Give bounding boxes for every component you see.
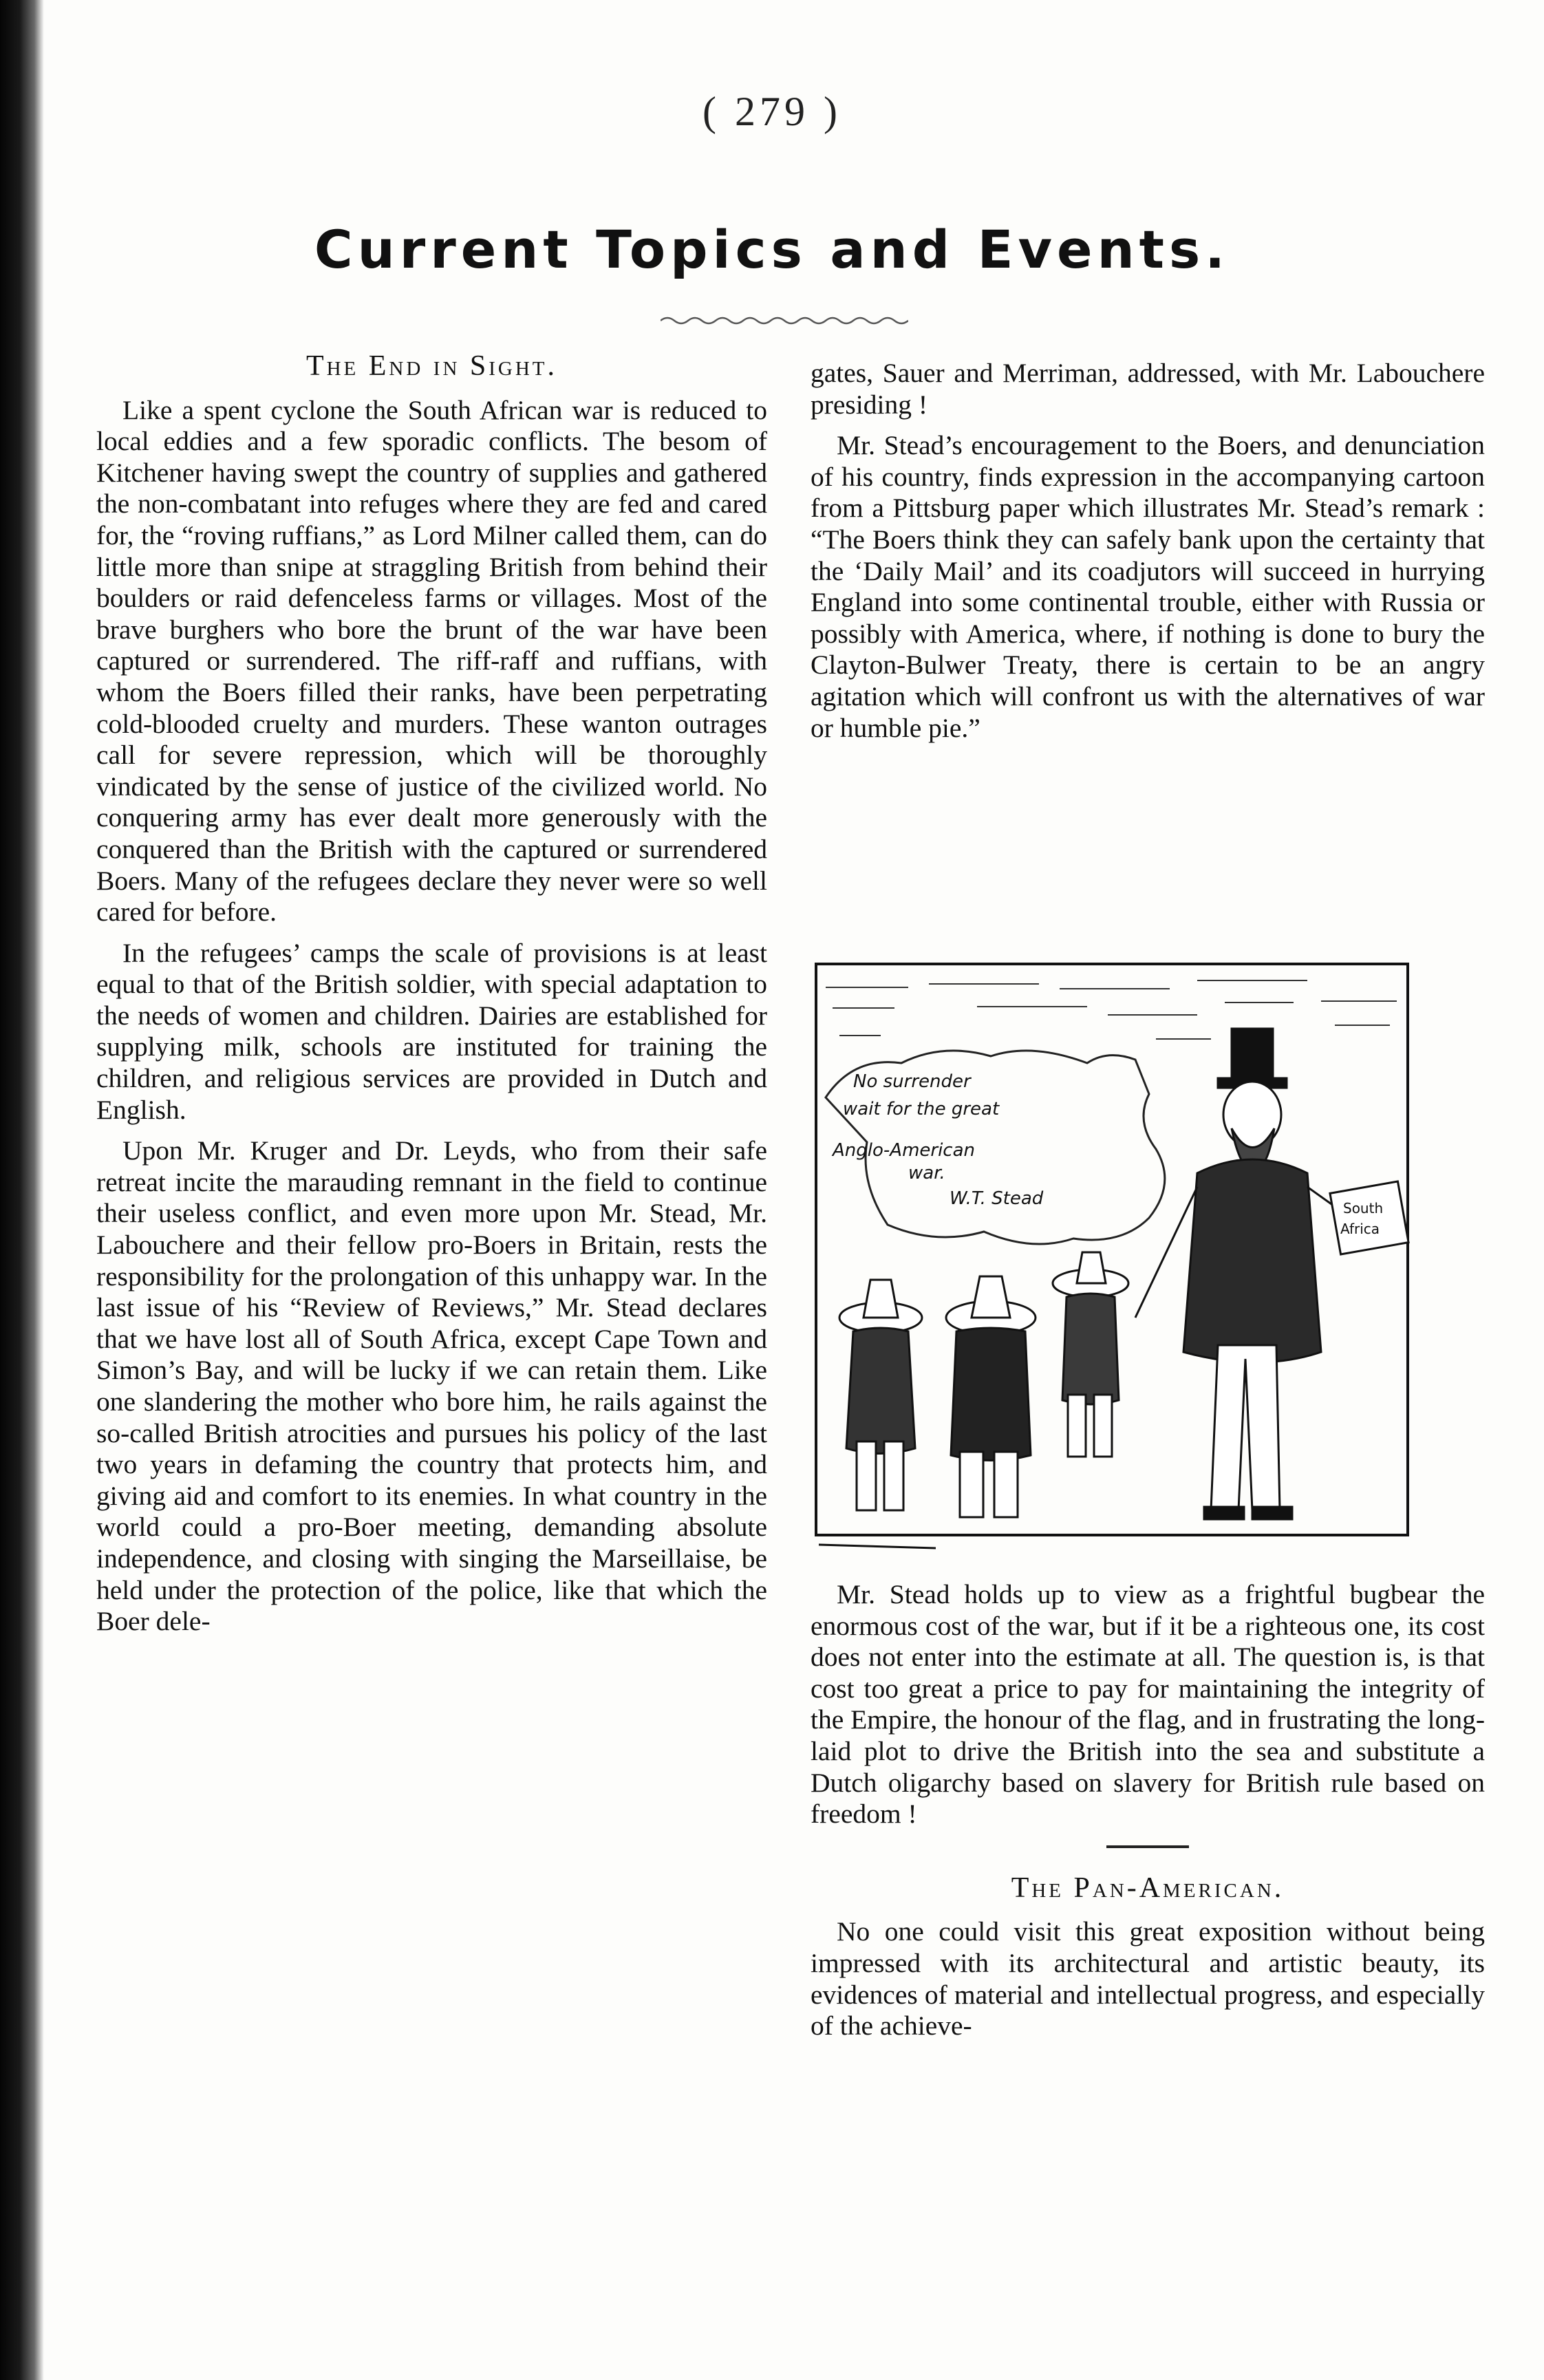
paragraph: In the refugees’ camps the scale of provisions is at least equal to that of the British soldier, with special adaptation to the needs of women and children. Dairies are established for supplying milk, schools are instituted for training the children, and religious services are provided in Dutch and English. [96, 937, 767, 1125]
standing-figure [1135, 1029, 1355, 1519]
boer-figure [1053, 1252, 1128, 1457]
page-title: Current Topics and Events. [314, 219, 1230, 280]
paragraph: Mr. Stead’s encouragement to the Boers, and denunciation of his country, finds expression in the accompanying cartoon from a Pittsburg paper which illustrates Mr. Stead’s remark : “The Boers think they can safely bank upon the certainty that the ‘Daily Mail’ and its coadjutors will succeed in hurrying England into some continental trouble, either with Russia or possibly with America, where, if nothing is done to bury the Clayton-Bulwer Treaty, there is certain to be an angry agitation which will confront us with the alternatives of war or humble pie.” [811, 430, 1485, 743]
map-text-line: W.T. Stead [950, 1188, 1044, 1209]
sign-text-line: South [1343, 1200, 1384, 1216]
sea-hatching [826, 980, 1397, 1039]
left-column [96, 351, 767, 1647]
map-text-line: No surrender [853, 1071, 971, 1092]
section-heading-end-in-sight: The End in Sight. [305, 350, 558, 382]
map-text-line: wait for the great [843, 1099, 1000, 1119]
title-ornament-icon [661, 314, 908, 328]
paragraph: Mr. Stead holds up to view as a frightful bugbear the enormous cost of the war, but if it be a righteous one, its cost does not enter into the estimate at all. The question is, is that cost too great a price to pay for maintaining the integrity of the Empire, the honour of the flag, and in frustrating the long-laid plot to drive the British into the sea and substitute a Dutch oligarchy based on slavery for British rule based on freedom ! [811, 1579, 1485, 1830]
page-number: ( 279 ) [703, 89, 841, 134]
map-text-line: Anglo-American [833, 1140, 976, 1161]
sign-text-line: Africa [1340, 1221, 1380, 1237]
map-caption [831, 1071, 1044, 1209]
binding-edge [0, 0, 44, 2380]
paragraph: Upon Mr. Kruger and Dr. Leyds, who from their safe retreat incite the marauding remnant in the field to continue their useless conflict, and even more upon Mr. Stead, Mr. Labouchere and their fellow pro-Boers in Britain, rests the responsibility for the prolongation of this unhappy war. In the last issue of his “Review of Reviews,” Mr. Stead declares that we have lost all of South Africa, except Cape Town and Simon’s Bay, and will be lucky if we can retain them. Like one slandering the mother who bore him, he rails against the so-called British atrocities and pursues his policy of the last two years in defaming the country that protects him, and giving aid and comfort to its enemies. In what country in the world could a pro-Boer meeting, demanding absolute independence, and closing with singing the Marseillaise, be held under the protection of the police, like that which the Boer dele- [96, 1135, 767, 1637]
section-divider [1106, 1845, 1189, 1848]
boer-figures [839, 1252, 1128, 1517]
right-column-top [811, 358, 1485, 753]
paragraph: No one could visit this great exposition without being impressed with its architectural and artistic beauty, its evidences of material and intellectual progress, and especially of the achieve- [811, 1916, 1485, 2041]
paragraph: Like a spent cyclone the South African war is reduced to local eddies and a few sporadic conflicts. The besom of Kitchener having swept the country of supplies and gathered the non-combatant into refuges where they are fed and cared for, the “roving ruffians,” as Lord Milner called them, can do little more than snipe at straggling British from behind their boulders or raid defenceless farms or villages. Most of the brave burghers who bore the brunt of the war have been captured or surrendered. The riff-raff and ruffians, with whom the Boers filled their ranks, have been perpetrating cold-blooded cruelty and murders. These wanton outrages call for severe repression, which will be thoroughly vindicated by the sense of justice of the civilized world. No conquering army has ever dealt more generously with the conquered than the British with the captured or surrendered Boers. Many of the refugees declare they never were so well cared for before. [96, 394, 767, 928]
south-africa-sign [1330, 1181, 1408, 1254]
paragraph-continuation: gates, Sauer and Merriman, addressed, with Mr. Labouchere presiding ! [811, 358, 1485, 420]
cartoon-illustration [812, 960, 1417, 1558]
boer-figure [946, 1276, 1036, 1517]
right-column-bottom [811, 1579, 1485, 2052]
boer-figure [839, 1280, 922, 1510]
section-heading-pan-american: The Pan-American. [1011, 1872, 1285, 1904]
map-text-line: war. [908, 1163, 945, 1183]
